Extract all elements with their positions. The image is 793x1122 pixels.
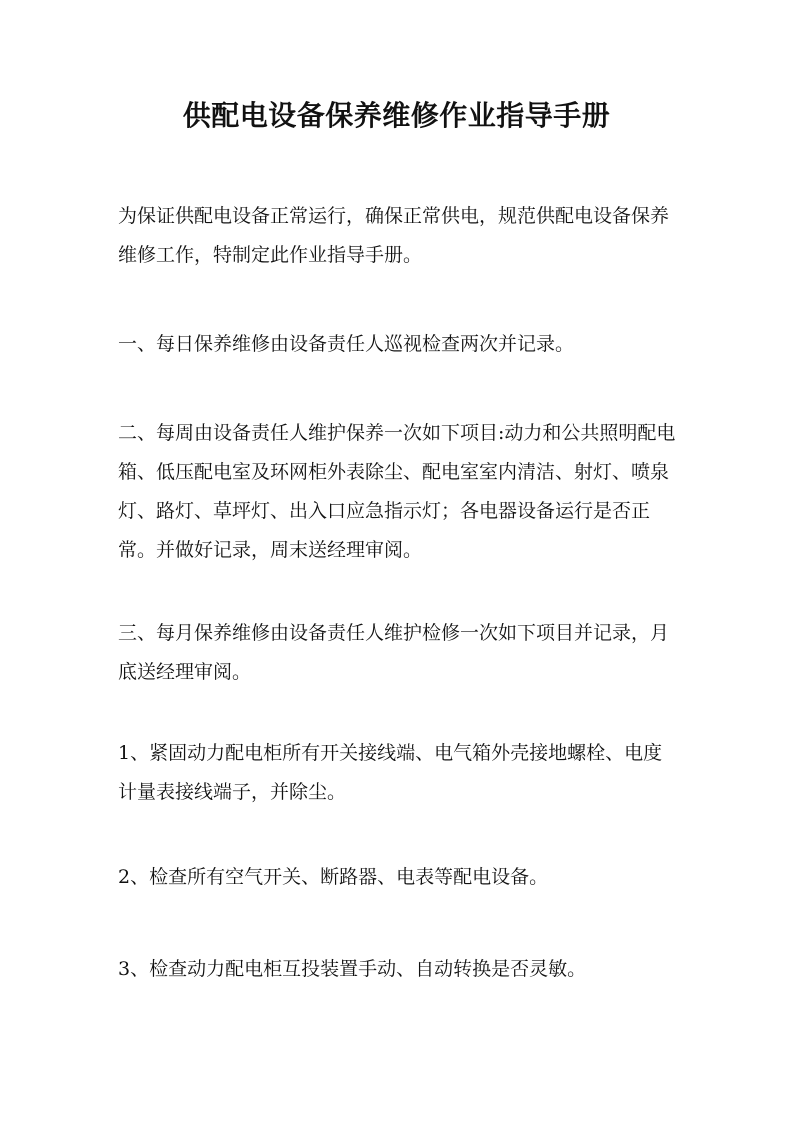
paragraph-daily-maintenance: 一、每日保养维修由设备责任人巡视检查两次并记录。 <box>118 333 575 355</box>
paragraph-weekly-maintenance: 二、每周由设备责任人维护保养一次如下项目:动力和公共照明配电箱、低压配电室及环网柜外表除尘、配电室室内清洁、射灯、喷泉灯、路灯、草坪灯、出入口应急指示灯；各电器设备运行是否正常。并做好记录，周末送经理审阅。 <box>118 422 676 561</box>
paragraph-item-3: 3、检查动力配电柜互投装置手动、自动转换是否灵敏。 <box>118 958 587 980</box>
document-title: 供配电设备保养维修作业指导手册 <box>182 99 611 132</box>
paragraph-item-2: 2、检查所有空气开关、断路器、电表等配电设备。 <box>118 866 549 888</box>
paragraph-intro: 为保证供配电设备正常运行，确保正常供电，规范供配电设备保养维修工作，特制定此作业指导手册。 <box>118 205 670 266</box>
paragraph-monthly-maintenance: 三、每月保养维修由设备责任人维护检修一次如下项目并记录，月底送经理审阅。 <box>118 622 670 683</box>
paragraph-item-1: 1、紧固动力配电柜所有开关接线端、电气箱外壳接地螺栓、电度计量表接线端子，并除尘。 <box>118 742 663 803</box>
